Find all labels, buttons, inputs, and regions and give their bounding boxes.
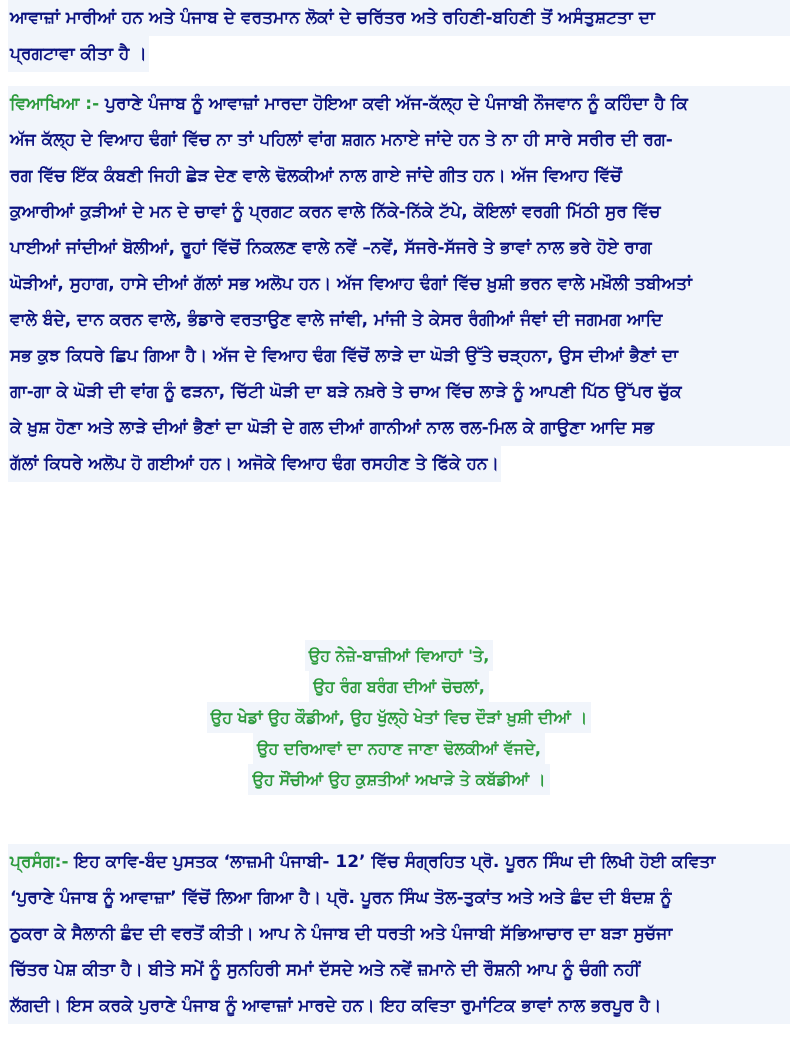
explanation-line: ਘੋੜੀਆਂ, ਸੁਹਾਗ, ਹਾਸੇ ਦੀਆਂ ਗੱਲਾਂ ਸਭ ਅਲੋਪ ਹਨ। ਅੱਜ ਵਿਆਹ ਢੰਗਾਂ ਵਿੱਚ ਖ਼ੁਸ਼ੀ ਭਰਨ ਵਾਲੇ ਮਖ਼ੌਲੀ ਤਬੀਅਤਾਂ	[8, 266, 790, 302]
context-text: ਇਹ ਕਾਵਿ-ਬੰਦ ਪੁਸਤਕ ‘ਲਾਜ਼ਮੀ ਪੰਜਾਬੀ- 12’ ਵਿੱਚ ਸੰਗ੍ਰਹਿਤ ਪ੍ਰੋ. ਪੂਰਨ ਸਿੰਘ ਦੀ ਲਿਖੀ ਹੋਈ ਕਵਿਤਾ	[68, 852, 716, 872]
explanation-line: ਕੁਆਰੀਆਂ ਕੁੜੀਆਂ ਦੇ ਮਨ ਦੇ ਚਾਵਾਂ ਨੂੰ ਪ੍ਰਗਟ ਕਰਨ ਵਾਲੇ ਨਿੱਕੇ-ਨਿੱਕੇ ਟੱਪੇ, ਕੋਇਲਾਂ ਵਰਗੀ ਮਿੱਠੀ ਸੁਰ ਵਿੱਚ	[8, 194, 790, 230]
explanation-line	[8, 86, 790, 122]
explanation-line: ਪਾਈਆਂ ਜਾਂਦੀਆਂ ਬੋਲੀਆਂ, ਰੂਹਾਂ ਵਿੱਚੋਂ ਨਿਕਲਣ ਵਾਲੇ ਨਵੇਂ –ਨਵੇਂ, ਸੱਜਰੇ-ਸੱਜਰੇ ਤੇ ਭਾਵਾਂ ਨਾਲ ਭਰੇ ਹੋਏ ਰਾਗ	[8, 230, 790, 266]
explanation-line: ਰਗ ਵਿੱਚ ਇੱਕ ਕੰਬਣੀ ਜਿਹੀ ਛੇੜ ਦੇਣ ਵਾਲੇ ਢੋਲਕੀਆਂ ਨਾਲ ਗਾਏ ਜਾਂਦੇ ਗੀਤ ਹਨ। ਅੱਜ ਵਿਆਹ ਵਿੱਚੋਂ	[8, 158, 790, 194]
context-line	[8, 844, 790, 880]
explanation-line: ਵਾਲੇ ਬੰਦੇ, ਦਾਨ ਕਰਨ ਵਾਲੇ, ਭੰਡਾਰੇ ਵਰਤਾਉਣ ਵਾਲੇ ਜਾਂਞੀ, ਮਾਂਜੀ ਤੇ ਕੇਸਰ ਰੰਗੀਆਂ ਜੰਞਾਂ ਦੀ ਜਗਮਗ ਆਦਿ	[8, 302, 790, 338]
context-paragraph	[8, 844, 790, 1024]
context-line: ਲੱਗਦੀ। ਇਸ ਕਰਕੇ ਪੁਰਾਣੇ ਪੰਜਾਬ ਨੂੰ ਆਵਾਜ਼ਾਂ ਮਾਰਦੇ ਹਨ। ਇਹ ਕਵਿਤਾ ਰੁਮਾਂਟਿਕ ਭਾਵਾਂ ਨਾਲ ਭਰਪੂਰ ਹੈ।	[8, 988, 790, 1024]
poem-line: ਉਹ ਸੌਂਚੀਆਂ ਉਹ ਕੁਸ਼ਤੀਆਂ ਅਖਾੜੇ ਤੇ ਕਬੱਡੀਆਂ ।	[248, 764, 549, 795]
explanation-line: ਗੱਲਾਂ ਕਿਧਰੇ ਅਲੋਪ ਹੋ ਗਈਆਂ ਹਨ। ਅਜੋਕੇ ਵਿਆਹ ਢੰਗ ਰਸਹੀਣ ਤੇ ਫਿੱਕੇ ਹਨ।	[8, 446, 501, 482]
context-line: ਚਿੱਤਰ ਪੇਸ਼ ਕੀਤਾ ਹੈ। ਬੀਤੇ ਸਮੇਂ ਨੂੰ ਸੁਨਹਿਰੀ ਸਮਾਂ ਦੱਸਦੇ ਅਤੇ ਨਵੇਂ ਜ਼ਮਾਨੇ ਦੀ ਰੌਸ਼ਨੀ ਆਪ ਨੂੰ ਚੰਗੀ ਨਹੀਂ	[8, 952, 790, 988]
context-line: ‘ਪੁਰਾਣੇ ਪੰਜਾਬ ਨੂੰ ਆਵਾਜ਼ਾ’ ਵਿੱਚੋਂ ਲਿਆ ਗਿਆ ਹੈ। ਪ੍ਰੋ. ਪੂਰਨ ਸਿੰਘ ਤੋਲ-ਤੁਕਾਂਤ ਅਤੇ ਅਤੇ ਛੰਦ ਦੀ ਬੰਦਸ਼ ਨੂੰ	[8, 880, 790, 916]
explanation-line: ਅੱਜ ਕੱਲ੍ਹ ਦੇ ਵਿਆਹ ਢੰਗਾਂ ਵਿੱਚ ਨਾ ਤਾਂ ਪਹਿਲਾਂ ਵਾਂਗ ਸ਼ਗਨ ਮਨਾਏ ਜਾਂਦੇ ਹਨ ਤੇ ਨਾ ਹੀ ਸਾਰੇ ਸਰੀਰ ਦੀ ਰਗ-	[8, 122, 790, 158]
poem-stanza	[0, 640, 798, 795]
explanation-line: ਕੇ ਖ਼ੁਸ਼ ਹੋਣਾ ਅਤੇ ਲਾੜੇ ਦੀਆਂ ਭੈਣਾਂ ਦਾ ਘੋੜੀ ਦੇ ਗਲ ਦੀਆਂ ਗਾਨੀਆਂ ਨਾਲ ਰਲ-ਮਿਲ ਕੇ ਗਾਉਣਾ ਆਦਿ ਸਭ	[8, 410, 790, 446]
explanation-line: ਸਭ ਕੁਝ ਕਿਧਰੇ ਛਿਪ ਗਿਆ ਹੈ। ਅੱਜ ਦੇ ਵਿਆਹ ਢੰਗ ਵਿੱਚੋਂ ਲਾੜੇ ਦਾ ਘੋੜੀ ਉੱਤੇ ਚੜ੍ਹਨਾ, ਉਸ ਦੀਆਂ ਭੈਣਾਂ ਦਾ	[8, 338, 790, 374]
poem-line: ਉਹ ਦਰਿਆਵਾਂ ਦਾ ਨਹਾਣ ਜਾਣਾ ਢੋਲਕੀਆਂ ਵੱਜਦੇ,	[253, 733, 545, 764]
explanation-label: ਵਿਆਖਿਆ :-	[10, 94, 100, 114]
poem-line: ਉਹ ਨੇਜ਼ੇ-ਬਾਜ਼ੀਆਂ ਵਿਆਹਾਂ 'ਤੇ,	[305, 640, 494, 671]
poem-line: ਉਹ ਖੇਡਾਂ ਉਹ ਕੌਡੀਆਂ, ਉਹ ਖੁੱਲ੍ਹੇ ਖੇਤਾਂ ਵਿਚ ਦੌੜਾਂ ਖ਼ੁਸ਼ੀ ਦੀਆਂ ।	[207, 702, 592, 733]
context-label: ਪ੍ਰਸੰਗ:-	[10, 852, 69, 872]
intro-line: ਆਵਾਜ਼ਾਂ ਮਾਰੀਆਂ ਹਨ ਅਤੇ ਪੰਜਾਬ ਦੇ ਵਰਤਮਾਨ ਲੋਕਾਂ ਦੇ ਚਰਿੱਤਰ ਅਤੇ ਰਹਿਣੀ-ਬਹਿਣੀ ਤੋਂ ਅਸੰਤੁਸ਼ਟਤਾ ਦਾ	[8, 0, 790, 36]
intro-line: ਪ੍ਰਗਟਾਵਾ ਕੀਤਾ ਹੈ ।	[8, 36, 149, 72]
explanation-line: ਗਾ-ਗਾ ਕੇ ਘੋੜੀ ਦੀ ਵਾਂਗ ਨੂੰ ਫੜਨਾ, ਚਿੱਟੀ ਘੋੜੀ ਦਾ ਬੜੇ ਨਖ਼ਰੇ ਤੇ ਚਾਅ ਵਿੱਚ ਲਾੜੇ ਨੂੰ ਆਪਣੀ ਪਿੱਠ ਉੱਪਰ ਚੁੱਕ	[8, 374, 790, 410]
explanation-text: ਪੁਰਾਣੇ ਪੰਜਾਬ ਨੂੰ ਆਵਾਜ਼ਾਂ ਮਾਰਦਾ ਹੋਇਆ ਕਵੀ ਅੱਜ-ਕੱਲ੍ਹ ਦੇ ਪੰਜਾਬੀ ਨੌਜਵਾਨ ਨੂੰ ਕਹਿੰਦਾ ਹੈ ਕਿ	[99, 94, 688, 114]
intro-paragraph	[8, 0, 790, 76]
context-line: ਠੁਕਰਾ ਕੇ ਸੈਲਾਨੀ ਛੰਦ ਦੀ ਵਰਤੋਂ ਕੀਤੀ। ਆਪ ਨੇ ਪੰਜਾਬ ਦੀ ਧਰਤੀ ਅਤੇ ਪੰਜਾਬੀ ਸੱਭਿਆਚਾਰ ਦਾ ਬੜਾ ਸੁਚੱਜਾ	[8, 916, 790, 952]
poem-line: ਉਹ ਰੰਗ ਬਰੰਗ ਦੀਆਂ ਚੋਚਲਾਂ,	[309, 671, 489, 702]
explanation-paragraph	[8, 86, 790, 486]
